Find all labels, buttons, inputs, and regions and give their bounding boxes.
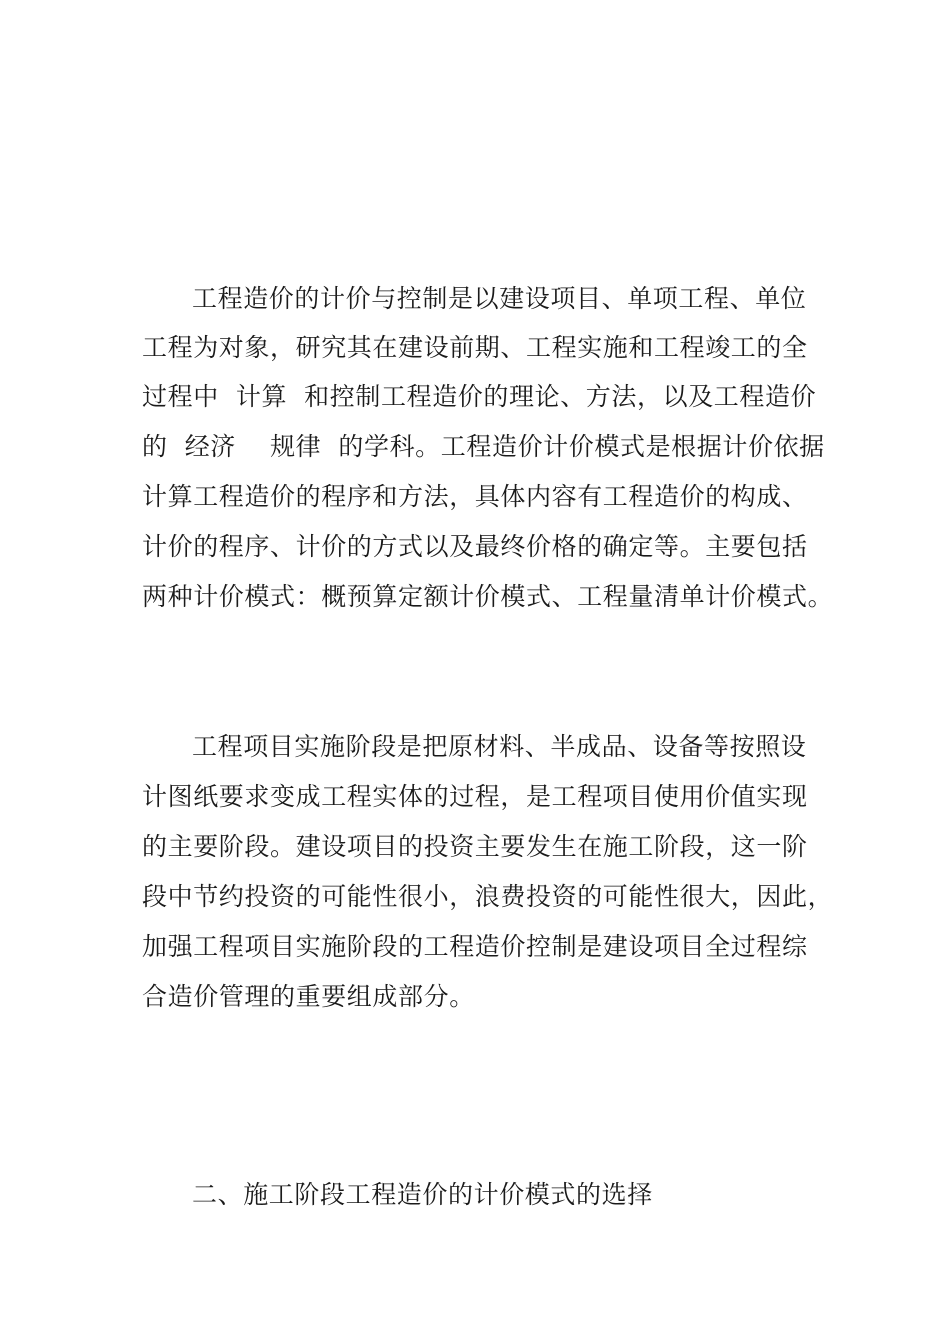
paragraph-1-line-6: 计价的程序、计价的方式以及最终价格的确定等。主要包括 [142, 532, 808, 561]
paragraph-1-line-4: 的 经济 规律 的学科。工程造价计价模式是根据计价依据 [142, 432, 825, 461]
paragraph-2-line-6: 合造价管理的重要组成部分。 [142, 982, 475, 1011]
section-heading: 二、施工阶段工程造价的计价模式的选择 [192, 1180, 653, 1209]
paragraph-1-line-2: 工程为对象，研究其在建设前期、工程实施和工程竣工的全 [142, 333, 808, 362]
paragraph-1-line-1: 工程造价的计价与控制是以建设项目、单项工程、单位 [192, 284, 807, 313]
paragraph-1-line-5: 计算工程造价的程序和方法，具体内容有工程造价的构成、 [142, 482, 808, 511]
paragraph-2-line-5: 加强工程项目实施阶段的工程造价控制是建设项目全过程综 [142, 932, 808, 961]
paragraph-2-line-3: 的主要阶段。建设项目的投资主要发生在施工阶段，这一阶 [142, 832, 808, 861]
paragraph-1-line-3: 过程中 计算 和控制工程造价的理论、方法，以及工程造价 [142, 382, 817, 411]
paragraph-2-line-4: 段中节约投资的可能性很小，浪费投资的可能性很大，因此， [142, 882, 834, 911]
paragraph-2-line-1: 工程项目实施阶段是把原材料、半成品、设备等按照设 [192, 732, 807, 761]
paragraph-2-line-2: 计图纸要求变成工程实体的过程，是工程项目使用价值实现 [142, 782, 808, 811]
paragraph-1-line-7: 两种计价模式：概预算定额计价模式、工程量清单计价模式。 [142, 582, 834, 611]
